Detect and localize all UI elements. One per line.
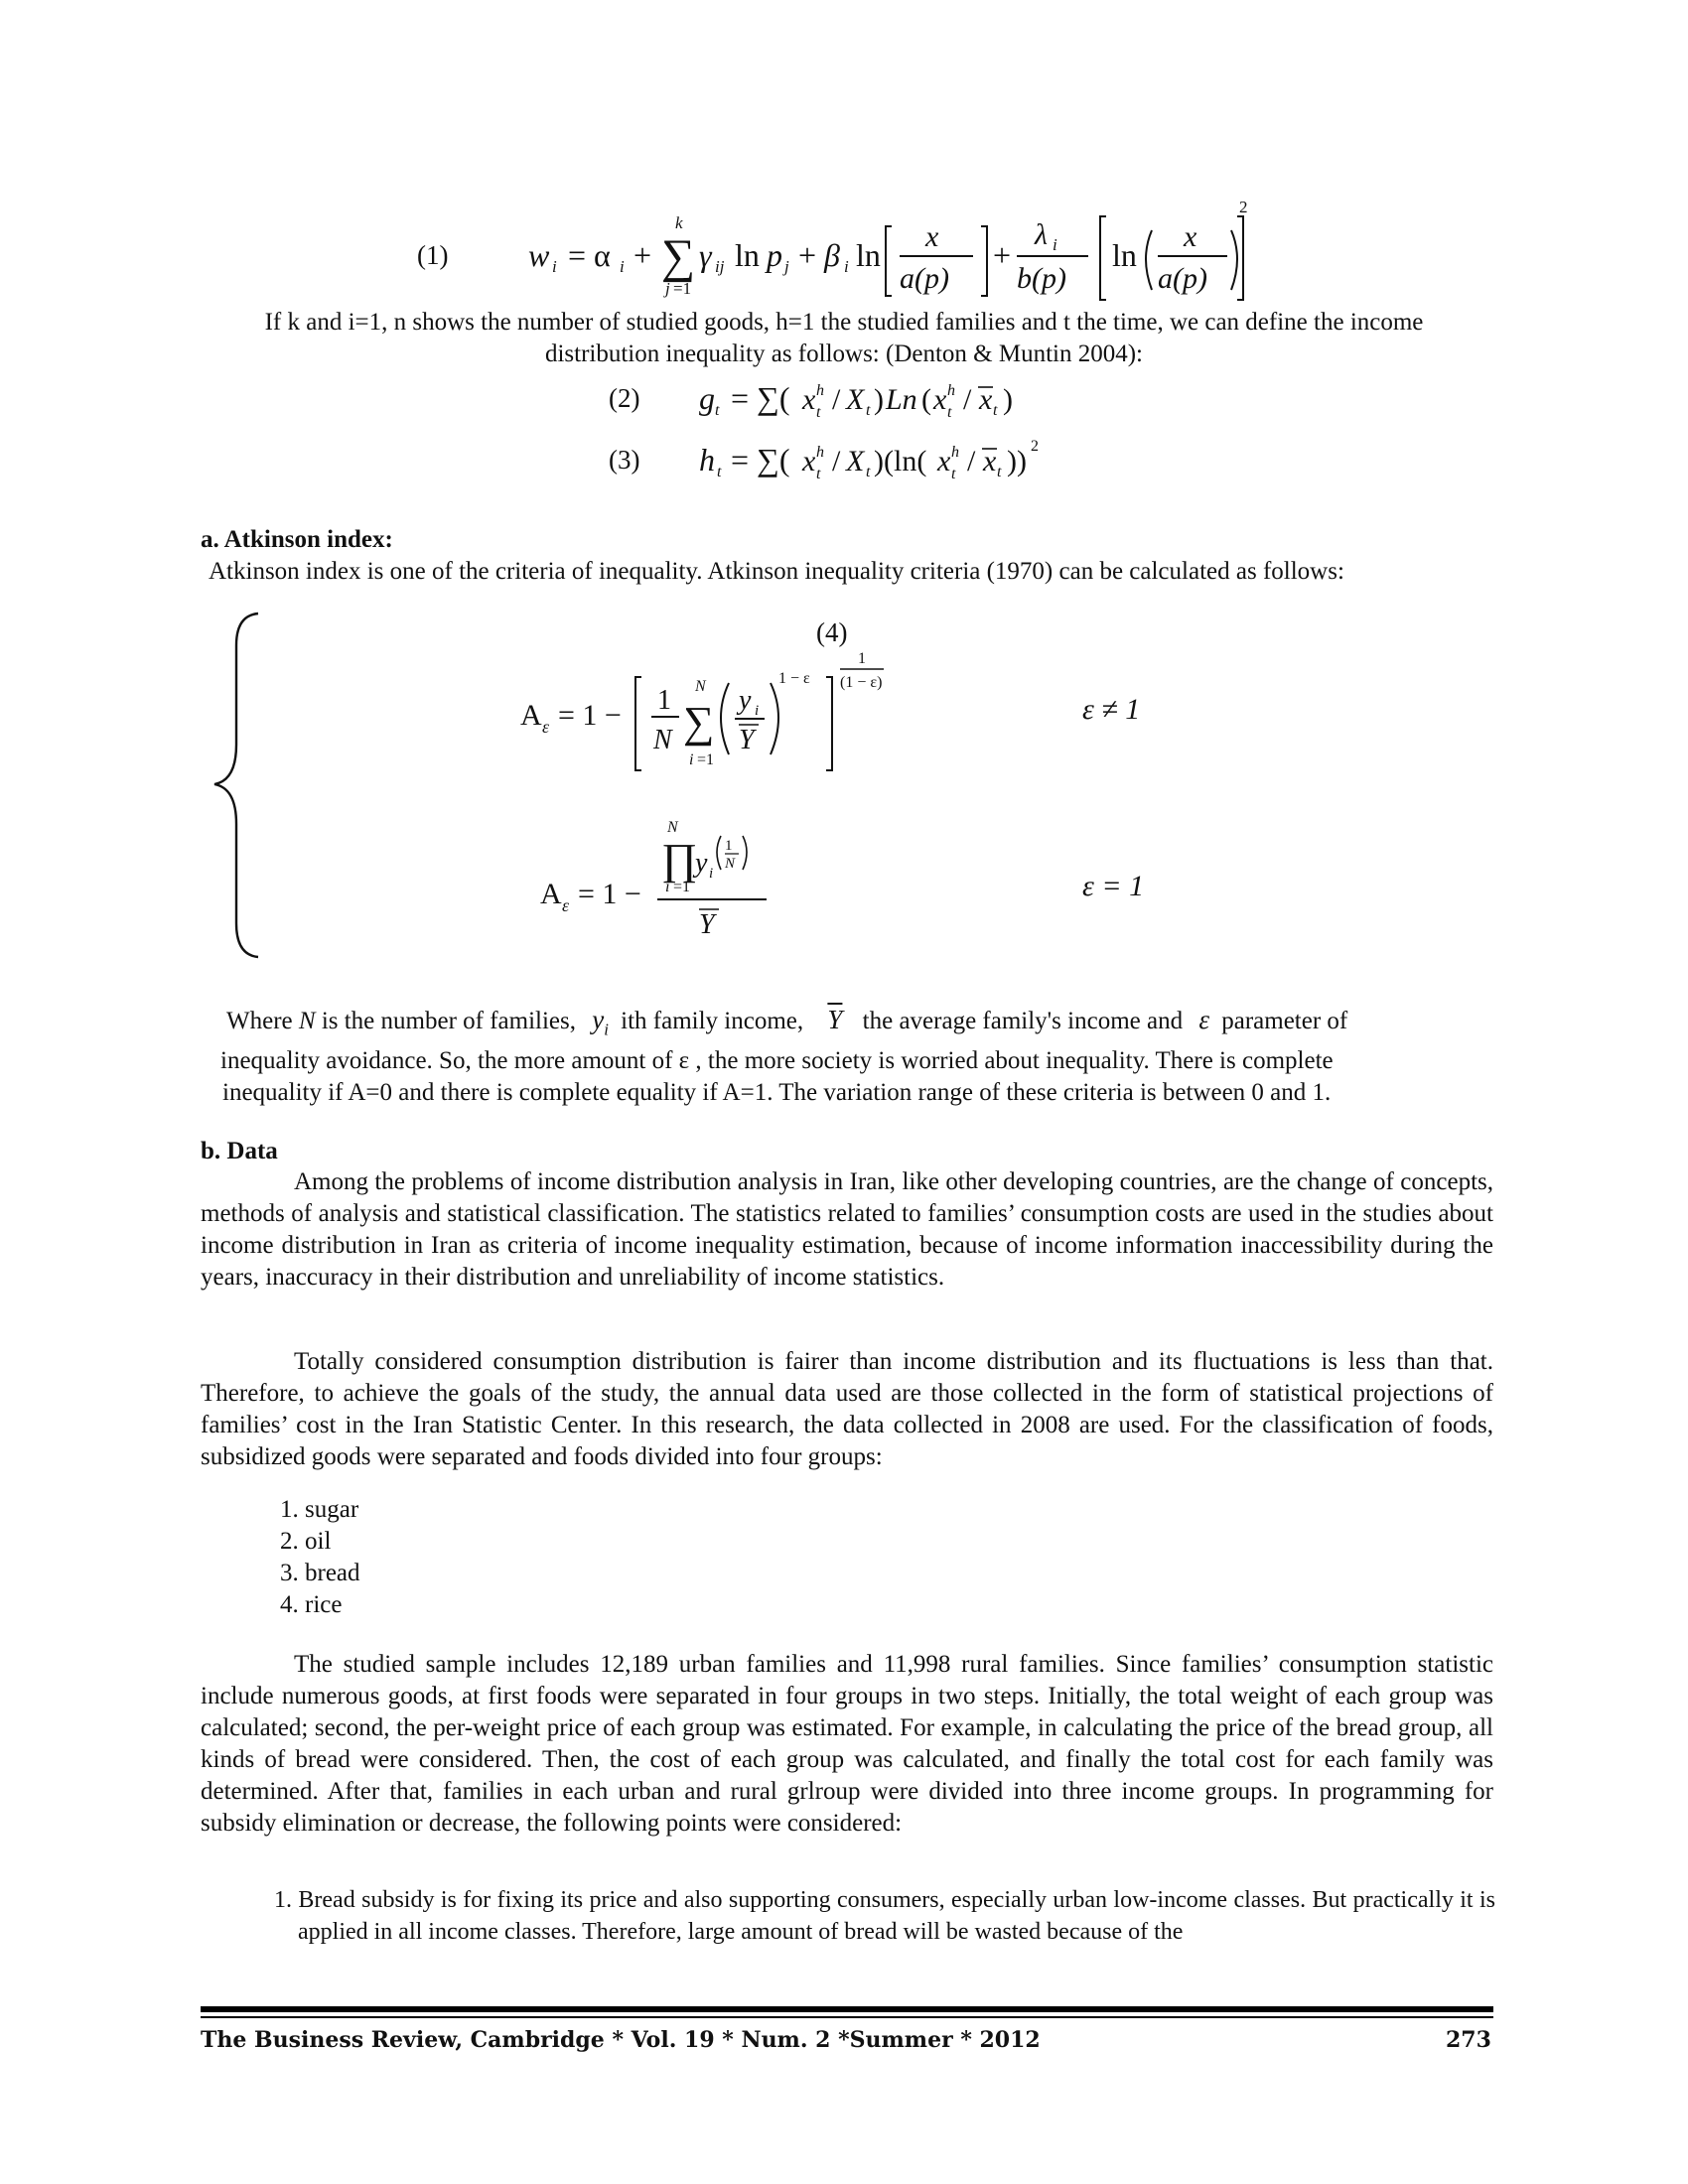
intro-paragraph: If k and i=1, n shows the number of studied goods, h=1 the studied families and t the time, we can define the income distribution inequality as follows: (Denton & Muntin 2004): — [264, 309, 1424, 367]
svg-text:=1: =1 — [673, 879, 691, 895]
svg-text:k: k — [675, 213, 683, 232]
equation-4-system — [199, 606, 1489, 963]
svg-text:1 − ε: 1 − ε — [778, 670, 810, 687]
svg-text:i: i — [665, 879, 670, 895]
svg-text:t: t — [997, 464, 1002, 480]
group-item-rice: 4. rice — [280, 1591, 343, 1618]
svg-text:∑: ∑ — [661, 230, 696, 283]
svg-text:γ: γ — [699, 237, 712, 273]
svg-text:): ) — [874, 383, 884, 416]
svg-text:+: + — [993, 237, 1012, 273]
svg-text:t: t — [816, 466, 821, 482]
svg-text:i: i — [620, 257, 625, 276]
svg-text:w: w — [528, 237, 550, 273]
svg-text:Ln: Ln — [886, 383, 917, 416]
section-a-heading: a. Atkinson index: — [201, 526, 393, 553]
svg-text:N: N — [653, 725, 672, 755]
where-line-1: Where N is the number of families, $y_i$ ith family income, $\overline{Y}$ the average family's income and ε parameter of — [226, 1005, 1348, 1039]
where-line-3: inequality if A=0 and there is complete equality if A=1. The variation range of these criteria is between 0 and 1. — [222, 1079, 1332, 1106]
svg-text:X: X — [846, 383, 865, 416]
svg-text:∑: ∑ — [683, 698, 715, 747]
svg-text:x: x — [925, 220, 939, 253]
svg-text:h: h — [951, 444, 959, 461]
svg-text:ln: ln — [1112, 237, 1137, 273]
svg-text:(1 − ε): (1 − ε) — [840, 674, 883, 691]
svg-text:λ: λ — [1035, 218, 1048, 251]
svg-text:p: p — [767, 237, 782, 273]
section-b-paragraph-3: The studied sample includes 12,189 urban families and 11,998 rural families. Since families’ consumption statistic include numerous goods, at first foods were separated in four groups in two steps. Initially, the total weight of each group was calculated; second, the per-weight price of each group was estimated. For example, in calculating the price of the bread group, all kinds of bread were considered. Then, the cost of each group was calculated, and finally the total cost for each family was determined. After that, families in each urban and rural grlroup were divided into three income groups. In programming for subsidy elimination or decrease, the following points were considered: — [201, 1651, 1493, 1837]
equation-1-number: (1) — [417, 240, 449, 270]
svg-text:i: i — [709, 866, 714, 882]
svg-text:x: x — [983, 445, 997, 478]
svg-text:h: h — [816, 382, 824, 399]
svg-text:g: g — [699, 380, 715, 416]
epsilon-symbol: ε — [1198, 1005, 1209, 1034]
equation-2 — [695, 371, 1112, 425]
svg-text:/: / — [832, 383, 841, 416]
equation-4-number: (4) — [816, 617, 848, 647]
svg-text:x: x — [802, 383, 816, 416]
svg-text:a(p): a(p) — [1158, 262, 1207, 295]
svg-text:A: A — [540, 878, 562, 910]
svg-text:Y: Y — [739, 725, 755, 755]
svg-text:i: i — [689, 751, 694, 768]
svg-text:ij: ij — [715, 257, 725, 276]
svg-text:= 1 −: = 1 − — [558, 699, 622, 732]
svg-text:N: N — [667, 819, 678, 836]
svg-text:∏: ∏ — [661, 835, 698, 884]
svg-text:t: t — [951, 466, 956, 482]
svg-text:/: / — [832, 445, 841, 478]
svg-text:b(p): b(p) — [1017, 262, 1066, 295]
group-item-sugar: 1. sugar — [280, 1496, 359, 1523]
svg-text:2: 2 — [1239, 198, 1248, 216]
svg-text:h: h — [947, 382, 955, 399]
svg-text:y: y — [739, 685, 752, 716]
equation-3-number: (3) — [609, 445, 640, 475]
svg-text:x: x — [1184, 220, 1197, 253]
svg-text:= 1 −: = 1 − — [578, 878, 641, 910]
svg-text:β: β — [824, 237, 840, 273]
svg-text:i: i — [755, 703, 760, 719]
svg-text:t: t — [866, 464, 871, 480]
svg-text:ε: ε — [562, 895, 570, 915]
svg-text:/: / — [967, 445, 976, 478]
equation-4-condition-1: ε ≠ 1 — [1082, 693, 1141, 726]
svg-text:): ) — [1003, 383, 1013, 416]
svg-text:(: ( — [921, 383, 931, 416]
svg-text:Y: Y — [699, 909, 715, 940]
svg-text:)): )) — [1007, 445, 1027, 478]
equation-1 — [516, 197, 1251, 306]
section-b-paragraph-1: Among the problems of income distribution analysis in Iran, like other developing countries, are the change of concepts, methods of analysis and statistical classification. The statistics related to families’ consumption costs are used in the studies about income distribution in Iran as criteria of income inequality estimation, because of income information inaccessibility during the years, inaccuracy in their distribution and unreliability of income statistics. — [201, 1168, 1493, 1291]
svg-text:N: N — [725, 856, 736, 872]
svg-text:y: y — [695, 848, 708, 879]
svg-text:= α: = α — [568, 237, 611, 273]
svg-text:j: j — [665, 279, 670, 298]
svg-text:x: x — [802, 445, 816, 478]
svg-text:i: i — [844, 257, 849, 276]
svg-text:=1: =1 — [697, 751, 715, 768]
svg-text:= ∑(: = ∑( — [731, 442, 790, 478]
svg-text:t: t — [866, 402, 871, 419]
svg-text:a(p): a(p) — [900, 262, 949, 295]
equation-4-condition-2: ε = 1 — [1082, 870, 1145, 902]
svg-text:= ∑(: = ∑( — [731, 380, 790, 416]
svg-text:A: A — [520, 699, 542, 732]
y-bar-symbol: $\overline{Y}$ — [827, 1005, 843, 1034]
svg-text:ln: ln — [856, 237, 881, 273]
svg-text:j: j — [784, 257, 789, 276]
svg-text:t: t — [717, 464, 722, 480]
svg-text:=1: =1 — [673, 279, 692, 298]
svg-text:X: X — [846, 445, 865, 478]
section-a-intro: Atkinson index is one of the criteria of inequality. Atkinson inequality criteria (1970) can be calculated as follows: — [209, 558, 1344, 585]
svg-text:x: x — [933, 383, 947, 416]
svg-text:1: 1 — [725, 838, 733, 854]
svg-text:t: t — [993, 402, 998, 419]
svg-text:x: x — [979, 383, 993, 416]
section-b-paragraph-2: Totally considered consumption distribution is fairer than income distribution and its fluctuations is less than that. Therefore, to achieve the goals of the study, the annual data used are those collected in the form of statistical projections of families’ cost in the Iran Statistic Center. In this research, the data collected in 2008 are used. For the classification of foods, subsidized goods were separated and foods divided into four groups: — [201, 1348, 1493, 1470]
svg-text:+: + — [633, 237, 652, 273]
equation-2-number: (2) — [609, 383, 640, 413]
svg-text:t: t — [947, 404, 952, 421]
svg-text:+: + — [798, 237, 817, 273]
svg-text:t: t — [715, 402, 720, 419]
group-item-bread: 3. bread — [280, 1560, 360, 1586]
equation-3 — [695, 431, 1112, 486]
section-b-heading: b. Data — [201, 1138, 278, 1164]
svg-text:x: x — [937, 445, 951, 478]
footer-page-number: 273 — [1446, 2027, 1491, 2053]
svg-text:t: t — [816, 404, 821, 421]
svg-text:h: h — [699, 442, 715, 478]
svg-text:ln: ln — [735, 237, 760, 273]
svg-text:ε: ε — [542, 717, 550, 737]
svg-text:1: 1 — [657, 685, 671, 716]
svg-text:i: i — [1053, 235, 1057, 254]
svg-text:i: i — [552, 257, 557, 276]
y-i-symbol: $y_i$ — [592, 1005, 609, 1039]
svg-text:1: 1 — [858, 650, 866, 667]
svg-text:/: / — [963, 383, 972, 416]
where-line-2: inequality avoidance. So, the more amount of ε , the more society is worried about inequality. There is complete — [220, 1047, 1334, 1074]
group-item-oil: 2. oil — [280, 1528, 332, 1555]
svg-text:2: 2 — [1031, 438, 1039, 455]
svg-text:N: N — [695, 678, 706, 695]
subsidy-point-1: 1. Bread subsidy is for fixing its price and also supporting consumers, especially urban low-income classes. But practically it is applied in all income classes. Therefore, large amount of bread will be wasted because of the — [274, 1887, 1495, 1945]
footer-rule-thin — [201, 2016, 1493, 2018]
svg-text:)(ln(: )(ln( — [874, 445, 927, 478]
svg-text:h: h — [816, 444, 824, 461]
footer-journal: The Business Review, Cambridge * Vol. 19 * Num. 2 *Summer * 2012 — [201, 2027, 1041, 2053]
footer-rule-thick — [201, 2006, 1493, 2012]
